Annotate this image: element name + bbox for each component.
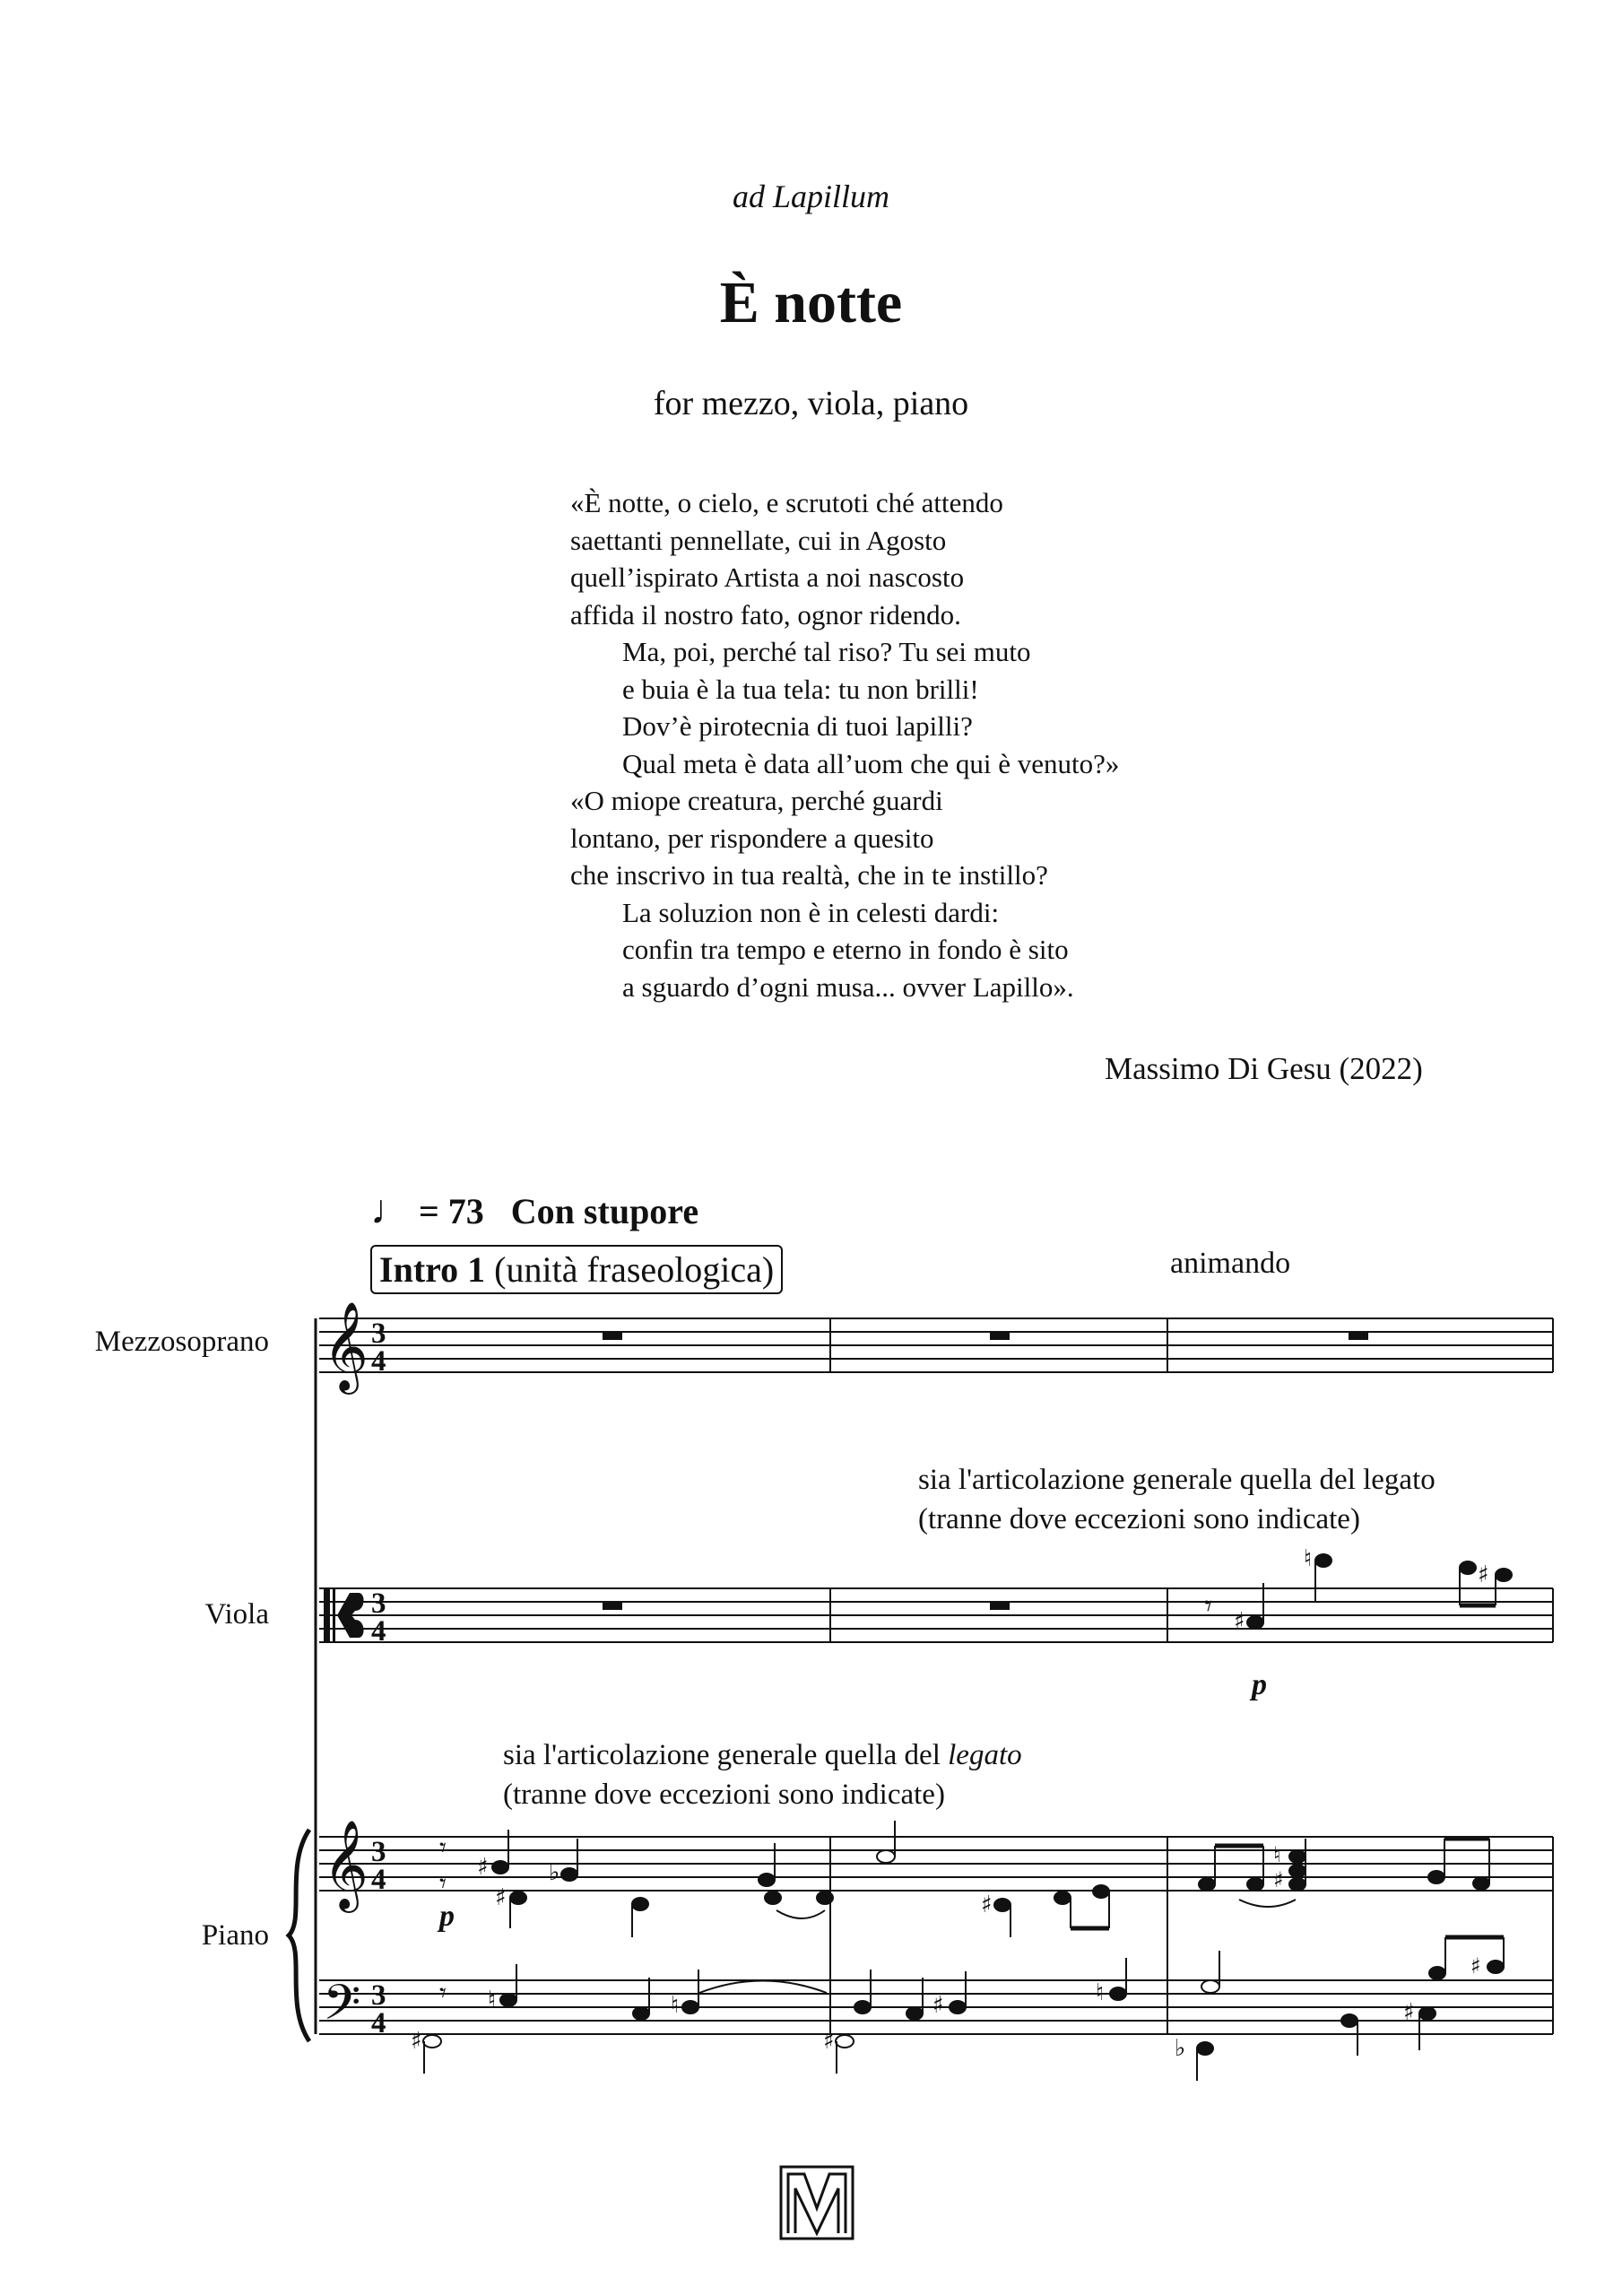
svg-text:♯: ♯	[981, 1892, 993, 1918]
piano-brace	[289, 1830, 309, 2041]
poem-line: saettanti pennellate, cui in Agosto	[570, 524, 947, 556]
viola-notes	[1204, 1545, 1512, 1635]
piano-expression-line: (tranne dove eccezioni sono indicate)	[503, 1779, 945, 1811]
svg-text:♯: ♯	[1273, 1867, 1284, 1892]
svg-text:♯: ♯	[495, 1884, 507, 1911]
svg-text:♭: ♭	[1175, 2035, 1186, 2062]
svg-text:3: 3	[371, 1587, 386, 1620]
svg-text:♯: ♯	[477, 1854, 489, 1881]
svg-text:♮: ♮	[671, 1992, 680, 2019]
viola-expression-line: (tranne dove eccezioni sono indicate)	[918, 1503, 1360, 1535]
svg-text:♯: ♯	[1478, 1561, 1489, 1588]
viola-expression	[918, 1460, 1436, 1539]
instrument-label-mezzo: Mezzosoprano	[94, 1326, 269, 1358]
svg-text:𝄾: 𝄾	[439, 1832, 447, 1864]
piano-expression	[503, 1735, 1022, 1814]
svg-text:𝄾: 𝄾	[439, 1978, 447, 2009]
viola-staff	[319, 1588, 1553, 1642]
poem-line: Dov’è pirotecnia di tuoi lapilli?	[622, 710, 973, 742]
svg-text:♭: ♭	[549, 1859, 560, 1886]
publisher-logo-icon	[776, 2161, 858, 2244]
svg-text:𝄾: 𝄾	[1204, 1588, 1213, 1624]
animando-marking: animando	[1170, 1247, 1291, 1280]
svg-text:3: 3	[371, 1318, 386, 1350]
instrument-label-piano: Piano	[201, 1919, 269, 1952]
quarter-note-icon: ♩	[370, 1187, 412, 1232]
poem-line: «O miope creatura, perché guardi	[570, 785, 943, 816]
dynamic-mark: p	[439, 1900, 455, 1933]
svg-text:4: 4	[371, 2007, 386, 2039]
svg-text:♮: ♮	[488, 1987, 497, 2013]
svg-text:3: 3	[371, 1836, 386, 1868]
rehearsal-label: Intro 1	[379, 1249, 486, 1290]
dynamic-mark: p	[1252, 1668, 1267, 1701]
poem-line: confin tra tempo e eterno in fondo è sito	[622, 934, 1069, 965]
svg-text:♯: ♯	[1403, 1999, 1415, 2026]
treble-clef-icon: 𝄞	[323, 1301, 369, 1391]
bass-clef-icon: 𝄢	[323, 1974, 361, 2043]
poem-line: Qual meta è data all’uom che qui è venuto?»	[622, 747, 1120, 779]
svg-text:♯: ♯	[932, 1992, 944, 2019]
svg-text:♯: ♯	[1470, 1953, 1481, 1979]
tempo-text: Con stupore	[510, 1191, 699, 1231]
poem-line: «È notte, o cielo, e scrutoti ché attendo	[570, 487, 1003, 518]
svg-text:4: 4	[371, 1615, 386, 1648]
svg-text:3: 3	[371, 1979, 386, 2012]
poem-line: affida il nostro fato, ognor ridendo.	[570, 598, 961, 631]
tempo-marking	[370, 1186, 698, 1233]
tempo-value: = 73	[419, 1191, 484, 1231]
rehearsal-text: (unità fraseologica)	[494, 1249, 775, 1290]
composer: Massimo Di Gesu (2022)	[1105, 1051, 1423, 1086]
poem-line: Ma, poi, perché tal riso? Tu sei muto	[622, 636, 1031, 667]
svg-text:4: 4	[371, 1345, 386, 1378]
mezzo-staff	[319, 1318, 1553, 1372]
page-title: È notte	[719, 270, 903, 335]
treble-clef-icon: 𝄞	[323, 1820, 369, 1909]
dedication: ad Lapillum	[732, 178, 890, 214]
poem-line: e buia è la tua tela: tu non brilli!	[622, 673, 979, 705]
piano-treble-notes	[439, 1821, 1489, 1937]
poem-line: che inscrivo in tua realtà, che in te instillo?	[570, 859, 1048, 891]
svg-text:♮: ♮	[1096, 1979, 1105, 2006]
svg-text:𝄾: 𝄾	[439, 1868, 447, 1900]
instrument-label-viola: Viola	[204, 1598, 269, 1631]
poem-line: a sguardo d’ogni musa... ovver Lapillo».	[622, 970, 1074, 1003]
poem-line: lontano, per rispondere a quesito	[570, 822, 934, 854]
svg-text:♮: ♮	[1273, 1842, 1281, 1867]
svg-text:♯: ♯	[411, 2028, 422, 2055]
subtitle: for mezzo, viola, piano	[653, 385, 969, 422]
time-signatures	[371, 1318, 386, 2039]
poem-line: quell’ispirato Artista a noi nascosto	[570, 561, 965, 593]
svg-text:4: 4	[371, 1864, 386, 1896]
poem-line: La soluzion non è in celesti dardi:	[622, 896, 1000, 928]
svg-text:♮: ♮	[1304, 1545, 1313, 1572]
viola-expression-line: sia l'articolazione generale quella del legato	[918, 1464, 1436, 1496]
piano-bass-notes	[411, 1937, 1504, 2081]
rehearsal-mark	[370, 1245, 783, 1294]
barlines	[830, 1318, 1553, 2034]
svg-text:♯: ♯	[823, 2028, 835, 2055]
svg-text:♯: ♯	[1234, 1608, 1245, 1635]
piano-expression-line: sia l'articolazione generale quella del legato	[503, 1739, 1022, 1771]
